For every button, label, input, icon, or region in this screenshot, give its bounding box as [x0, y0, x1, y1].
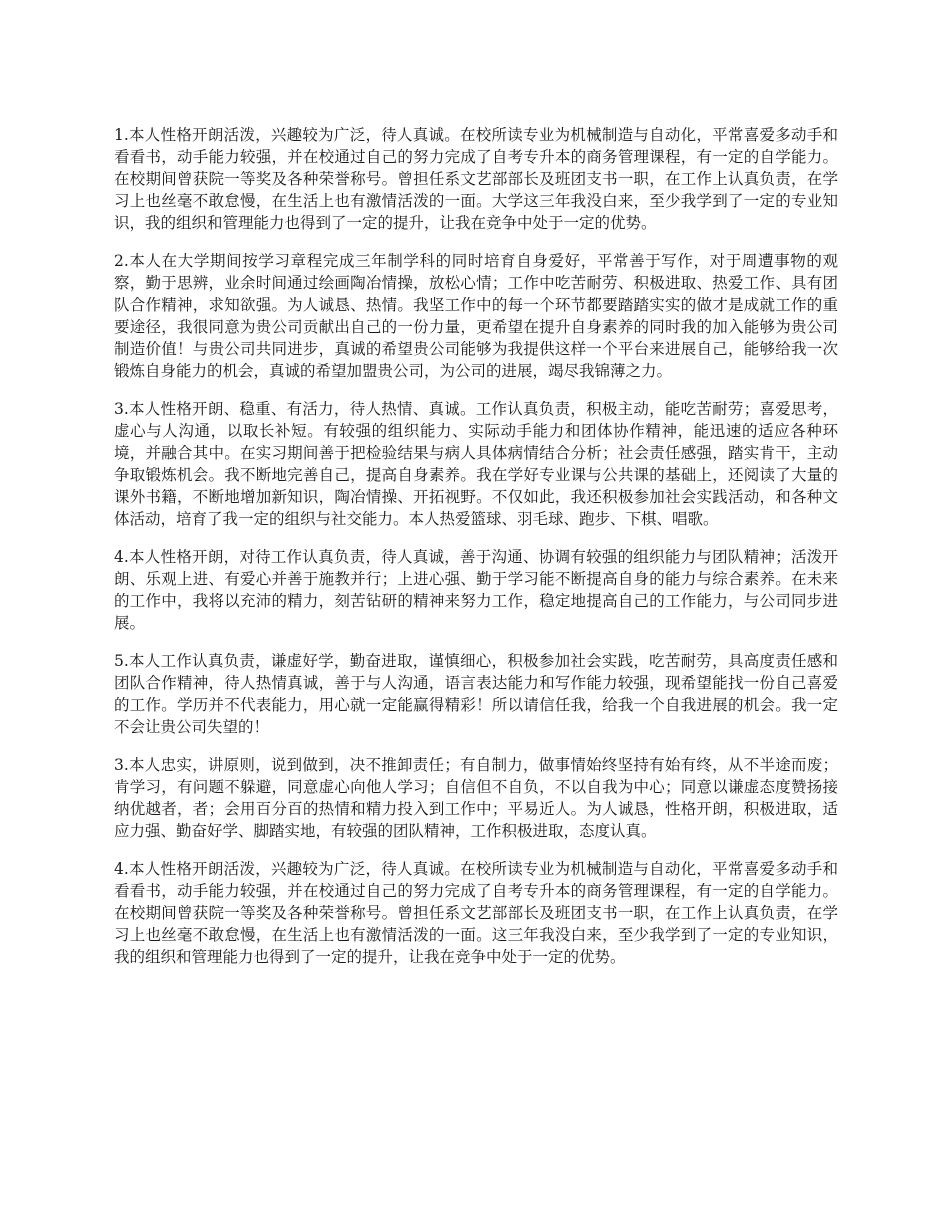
paragraph-4: 4.本人性格开朗，对待工作认真负责，待人真诚，善于沟通、协调有较强的组织能力与团队精神；活泼开朗、乐观上进、有爱心并善于施教并行；上进心强、勤于学习能不断提高自身的能力与综合素养。在未来的工作中，我将以充沛的精力，刻苦钻研的精神来努力工作，稳定地提高自己的工作能力，与公司同步进展。 [114, 548, 838, 632]
document-body [114, 124, 838, 984]
paragraph-7: 4.本人性格开朗活泼，兴趣较为广泛，待人真诚。在校所读专业为机械制造与自动化，平常喜爱多动手和看看书，动手能力较强，并在校通过自己的努力完成了自考专升本的商务管理课程，有一定的自学能力。在校期间曾获院一等奖及各种荣誉称号。曾担任系文艺部部长及班团支书一职，在工作上认真负责，在学习上也丝毫不敢怠慢，在生活上也有激情活泼的一面。这三年我没白来，至少我学到了一定的专业知识，我的组织和管理能力也得到了一定的提升，让我在竞争中处于一定的优势。 [114, 860, 838, 966]
paragraph-1: 1.本人性格开朗活泼，兴趣较为广泛，待人真诚。在校所读专业为机械制造与自动化，平常喜爱多动手和看看书，动手能力较强，并在校通过自己的努力完成了自考专升本的商务管理课程，有一定的自学能力。在校期间曾获院一等奖及各种荣誉称号。曾担任系文艺部部长及班团支书一职，在工作上认真负责，在学习上也丝毫不敢怠慢，在生活上也有激情活泼的一面。大学这三年我没白来，至少我学到了一定的专业知识，我的组织和管理能力也得到了一定的提升，让我在竞争中处于一定的优势。 [114, 126, 838, 232]
paragraph-2: 2.本人在大学期间按学习章程完成三年制学科的同时培育自身爱好，平常善于写作，对于周遭事物的观察，勤于思辨，业余时间通过绘画陶冶情操，放松心情；工作中吃苦耐劳、积极进取、热爱工作、具有团队合作精神，求知欲强。为人诚恳、热情。我坚工作中的每一个环节都要踏踏实实的做才是成就工作的重要途径，我很同意为贵公司贡献出自己的一份力量，更希望在提升自身素养的同时我的加入能够为贵公司制造价值！与贵公司共同进步，真诚的希望贵公司能够为我提供这样一个平台来进展自己，能够给我一次锻炼自身能力的机会，真诚的希望加盟贵公司，为公司的进展，竭尽我锦薄之力。 [114, 252, 838, 380]
paragraph-6: 3.本人忠实，讲原则，说到做到，决不推卸责任；有自制力，做事情始终坚持有始有终，从不半途而废；肯学习，有问题不躲避，同意虚心向他人学习；自信但不自负，不以自我为中心；同意以谦虚态度赞扬接纳优越者，者；会用百分百的热情和精力投入到工作中；平易近人。为人诚恳，性格开朗，积极进取，适应力强、勤奋好学、脚踏实地，有较强的团队精神，工作积极进取，态度认真。 [114, 756, 838, 840]
paragraph-3: 3.本人性格开朗、稳重、有活力，待人热情、真诚。工作认真负责，积极主动，能吃苦耐劳；喜爱思考，虚心与人沟通，以取长补短。有较强的组织能力、实际动手能力和团体协作精神，能迅速的适应各种环境，并融合其中。在实习期间善于把检验结果与病人具体病情结合分析；社会责任感强，踏实肯干，主动争取锻炼机会。我不断地完善自己，提高自身素养。我在学好专业课与公共课的基础上，还阅读了大量的课外书籍，不断地增加新知识，陶冶情操、开拓视野。不仅如此，我还积极参加社会实践活动，和各种文体活动，培育了我一定的组织与社交能力。本人热爱篮球、羽毛球、跑步、下棋、唱歌。 [114, 400, 838, 528]
paragraph-5: 5.本人工作认真负责，谦虚好学，勤奋进取，谨慎细心，积极参加社会实践，吃苦耐劳，具高度责任感和团队合作精神，待人热情真诚，善于与人沟通，语言表达能力和写作能力较强，现希望能找一份自己喜爱的工作。学历并不代表能力，用心就一定能赢得精彩！所以请信任我，给我一个自我进展的机会。我一定不会让贵公司失望的！ [114, 652, 838, 736]
